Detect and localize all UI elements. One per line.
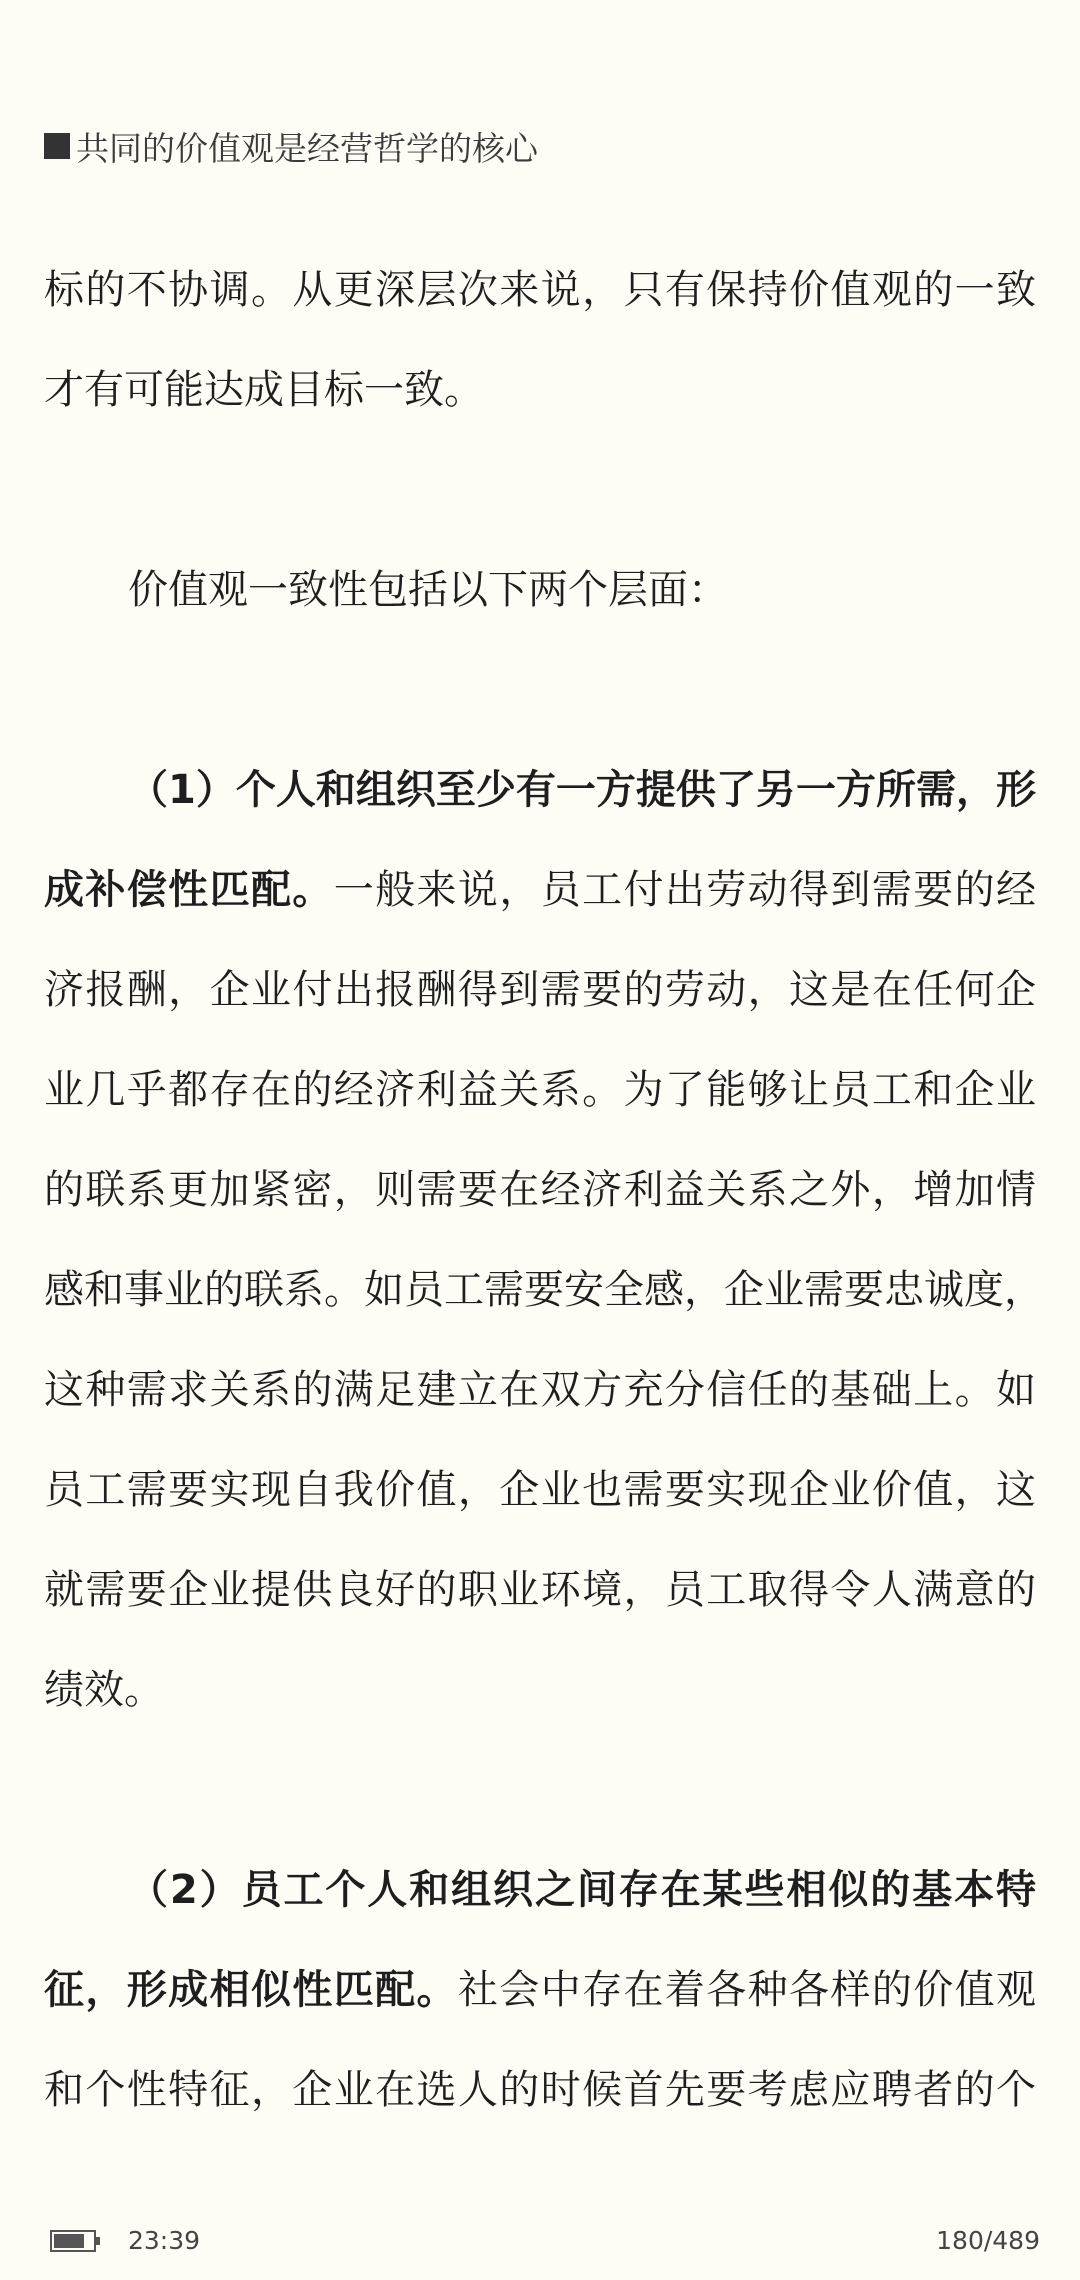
bold-text: 征，形成相似性匹配。 [44, 1967, 458, 2013]
text-line: 感和事业的联系。如员工需要安全感，企业需要忠诚度， [44, 1267, 1044, 1313]
chapter-header [44, 118, 538, 174]
text-line: 的联系更加紧密，则需要在经济利益关系之外，增加情 [44, 1167, 1036, 1213]
battery-level [54, 2234, 84, 2248]
text-line: 济报酬，企业付出报酬得到需要的劳动，这是在任何企 [44, 967, 1036, 1013]
text-line [44, 1840, 1036, 1940]
status-bar [0, 2222, 1080, 2262]
text-line: 业几乎都存在的经济利益关系。为了能够让员工和企业 [44, 1067, 1036, 1113]
text-line: 价值观一致性包括以下两个层面： [128, 567, 728, 613]
clock: 23:39 [128, 2226, 201, 2255]
text-line: 就需要企业提供良好的职业环境，员工取得令人满意的 [44, 1567, 1036, 1613]
reading-content[interactable] [44, 240, 1044, 2140]
text-line: 才有可能达成目标一致。 [44, 367, 484, 413]
bold-text: 成补偿性匹配。 [44, 867, 334, 913]
text-line: 绩效。 [44, 1667, 164, 1713]
page-counter: 180/489 [936, 2226, 1040, 2255]
bold-text: （1）个人和组织至少有一方提供了另一方所需，形 [128, 767, 1036, 813]
text-line [44, 840, 1036, 940]
text-line [44, 1940, 1036, 2040]
text-span: 一般来说，员工付出劳动得到需要的经 [333, 867, 1037, 913]
text-line: 标的不协调。从更深层次来说，只有保持价值观的一致 [44, 267, 1036, 313]
text-line [44, 740, 1036, 840]
text-line: 这种需求关系的满足建立在双方充分信任的基础上。如 [44, 1367, 1036, 1413]
chapter-title: 共同的价值观是经营哲学的核心 [76, 128, 538, 168]
text-span: 社会中存在着各种各样的价值观 [457, 1967, 1037, 2013]
chapter-marker-icon [44, 133, 70, 159]
bold-text: （2）员工个人和组织之间存在某些相似的基本特 [128, 1867, 1036, 1913]
battery-icon [50, 2230, 96, 2252]
text-line: 和个性特征，企业在选人的时候首先要考虑应聘者的个 [44, 2067, 1036, 2113]
text-line: 员工需要实现自我价值，企业也需要实现企业价值，这 [44, 1467, 1036, 1513]
